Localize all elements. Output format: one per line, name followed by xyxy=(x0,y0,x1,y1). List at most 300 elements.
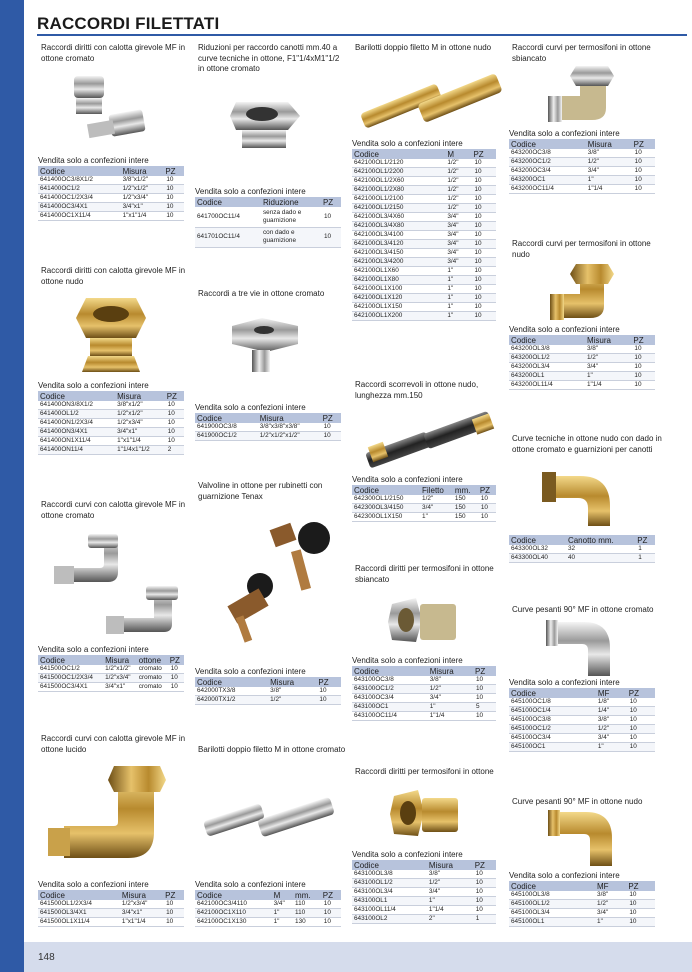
table-row xyxy=(352,303,496,312)
cell-code: 643100OC3/8 xyxy=(352,676,428,685)
product-image-radiator-union-brass xyxy=(388,782,464,848)
cell-qty: 10 xyxy=(471,267,496,276)
cell-qty: 10 xyxy=(321,918,341,927)
cell-code: 643200OC1 xyxy=(509,176,586,185)
cell-size: 1" xyxy=(586,176,632,185)
column-header: PZ xyxy=(635,535,655,545)
cell-code: 642300OL3/4150 xyxy=(352,504,420,513)
table-row xyxy=(195,227,341,247)
cell-size: 1/2"x1/2" xyxy=(115,410,165,419)
table-row xyxy=(352,240,496,249)
cell-qty: 10 xyxy=(473,888,496,897)
table-row xyxy=(352,168,496,177)
sale-note: Vendita solo a confezioni intere xyxy=(195,187,306,196)
cell-qty: 10 xyxy=(471,258,496,267)
cell-qty: 10 xyxy=(165,410,184,419)
table-row xyxy=(195,687,341,696)
table-row xyxy=(352,177,496,186)
column-header: Codice xyxy=(195,197,261,207)
cell-qty: 10 xyxy=(165,428,184,437)
cell-code: 642100OL1X100 xyxy=(352,285,445,294)
cell-code: 643200OL1/2 xyxy=(509,354,585,363)
product-title: Curve tecniche in ottone nudo con dado in ottone cromato e guarnizioni per canotti xyxy=(512,434,662,454)
column-header: Codice xyxy=(195,890,272,900)
cell-code: 642300OL1X150 xyxy=(352,513,420,522)
cell-qty: 10 xyxy=(473,870,496,879)
column-header: Misura xyxy=(115,391,165,401)
column-header: Codice xyxy=(509,535,566,545)
product-image-elbow-union-chrome xyxy=(48,528,184,638)
sale-note: Vendita solo a confezioni intere xyxy=(195,667,306,676)
table-row xyxy=(195,909,341,918)
product-image-straight-union-brass xyxy=(66,294,156,376)
product-image-radiator-union-silver xyxy=(386,590,466,654)
cell-qty: 10 xyxy=(627,716,655,725)
cell-qty: 10 xyxy=(471,177,496,186)
table-row xyxy=(195,207,341,227)
cell-code: 642100OL3/4X60 xyxy=(352,213,445,222)
cell-qty: 5 xyxy=(473,703,496,712)
product-table xyxy=(509,688,655,752)
cell-qty: 10 xyxy=(321,432,341,441)
table-row xyxy=(352,897,496,906)
product-title: Barilotti doppio filetto M in ottone cromato xyxy=(198,745,346,754)
table-row xyxy=(38,665,184,674)
table-row xyxy=(352,285,496,294)
cell-code: 643100OL1/2 xyxy=(352,879,427,888)
table-row xyxy=(509,354,655,363)
cell-thread: 3/4" xyxy=(445,231,471,240)
column-header: Codice xyxy=(352,666,428,676)
cell-size: 1" xyxy=(428,703,473,712)
cell-qty: 10 xyxy=(165,437,184,446)
cell-qty: 10 xyxy=(473,897,496,906)
cell-size: 3/4" xyxy=(586,167,632,176)
cell-size: 1" xyxy=(596,743,627,752)
table-row xyxy=(38,437,184,446)
cell-size: 1" xyxy=(585,372,631,381)
sale-note: Vendita solo a confezioni intere xyxy=(38,156,149,165)
column-header: Misura xyxy=(428,666,473,676)
cell-size: 1"1/4 xyxy=(585,381,631,390)
cell-qty: 10 xyxy=(632,185,655,194)
sale-note: Vendita solo a confezioni intere xyxy=(195,403,306,412)
table-row xyxy=(352,694,496,703)
product-table xyxy=(195,677,341,705)
column-header: Codice xyxy=(352,860,427,870)
column-header: Codice xyxy=(509,139,586,149)
cell-size: 3/4" xyxy=(595,909,626,918)
column-header: Codice xyxy=(352,149,445,159)
cell-code: 642100OC3/4110 xyxy=(195,900,272,909)
product-title: Raccordi curvi per termosifoni in ottone sbiancato xyxy=(512,43,651,63)
cell-qty: 10 xyxy=(632,176,655,185)
cell-code: 641400OC1/2X3/4 xyxy=(38,194,121,203)
cell-qty: 10 xyxy=(316,687,341,696)
sale-note: Vendita solo a confezioni intere xyxy=(509,871,620,880)
cell-qty: 10 xyxy=(163,909,184,918)
cell-qty: 10 xyxy=(321,227,341,247)
cell-size: 3/8"x1/2" xyxy=(121,176,164,185)
table-row xyxy=(352,195,496,204)
cell-size: 1/2"x3/4" xyxy=(121,194,164,203)
cell-code: 641400OC1/2 xyxy=(38,185,121,194)
cell-size: 1" xyxy=(595,918,626,927)
cell-qty: 1 xyxy=(635,545,655,554)
column-header: Filetto xyxy=(420,485,453,495)
table-row xyxy=(352,879,496,888)
table-row xyxy=(509,707,655,716)
product-table xyxy=(509,139,655,194)
cell-code: 641400ON1/2X3/4 xyxy=(38,419,115,428)
column-header: Codice xyxy=(352,485,420,495)
table-row xyxy=(352,294,496,303)
cell-code: 643100OC3/4 xyxy=(352,694,428,703)
table-row xyxy=(509,158,655,167)
column-header: PZ xyxy=(473,666,496,676)
cell-code: 641400ON3/8X1/2 xyxy=(38,401,115,410)
cell-code: 642100OL1/2100 xyxy=(352,195,445,204)
cell-code: 642100OL1/2200 xyxy=(352,168,445,177)
table-row xyxy=(509,363,655,372)
product-table xyxy=(352,149,496,321)
product-image-radiator-elbow-brass xyxy=(546,262,616,324)
sale-note: Vendita solo a confezioni intere xyxy=(352,475,463,484)
cell-code: 642100OL3/4150 xyxy=(352,249,445,258)
sale-note: Vendita solo a confezioni intere xyxy=(352,850,463,859)
table-row xyxy=(38,194,184,203)
cell-qty: 10 xyxy=(626,918,655,927)
column-header: PZ xyxy=(473,860,496,870)
cell-size: 1/2" xyxy=(427,879,473,888)
cell-qty: 10 xyxy=(627,725,655,734)
product-image-nipple-chrome xyxy=(198,788,338,858)
cell-code: 641500OC3/4X1 xyxy=(38,683,103,692)
cell-code: 641900OC3/8 xyxy=(195,423,258,432)
cell-qty: 10 xyxy=(321,909,341,918)
cell-size: 1/2" xyxy=(268,696,316,705)
table-row xyxy=(352,676,496,685)
cell-code: 645100OL3/8 xyxy=(509,891,595,900)
cell-code: 643200OC11/4 xyxy=(509,185,586,194)
cell-finish: cromato xyxy=(137,665,168,674)
product-title: Raccordi diritti con calotta girevole MF in ottone cromato xyxy=(41,43,186,63)
table-row xyxy=(352,204,496,213)
cell-length: 150 xyxy=(453,495,478,504)
cell-code: 642100OL1/2X80 xyxy=(352,186,445,195)
cell-code: 641500OL1X11/4 xyxy=(38,918,120,927)
sale-note: Vendita solo a confezioni intere xyxy=(38,880,149,889)
table-row xyxy=(352,213,496,222)
product-image-straight-union-chrome xyxy=(60,70,170,150)
cell-code: 643100OC11/4 xyxy=(352,712,428,721)
product-title: Valvoline in ottone per rubinetti con guarnizione Tenax xyxy=(198,481,323,501)
cell-code: 645100OC1/2 xyxy=(509,725,596,734)
cell-code: 641400OL1/2 xyxy=(38,410,115,419)
cell-code: 645100OC3/4 xyxy=(509,734,596,743)
table-row xyxy=(38,212,184,221)
cell-code: 642100OC1X130 xyxy=(195,918,272,927)
cell-qty: 10 xyxy=(631,372,655,381)
cell-thread: 1/2" xyxy=(445,204,471,213)
page-title: RACCORDI FILETTATI xyxy=(37,14,220,33)
table-row xyxy=(352,712,496,721)
table-row xyxy=(38,419,184,428)
cell-qty: 10 xyxy=(478,504,496,513)
cell-qty: 10 xyxy=(163,203,184,212)
column-header: PZ xyxy=(168,655,184,665)
cell-size: 3/8" xyxy=(268,687,316,696)
column-header: MF xyxy=(595,881,626,891)
cell-code: 643200OL1 xyxy=(509,372,585,381)
cell-size: 1/2"x1/2" xyxy=(103,665,137,674)
cell-qty: 10 xyxy=(165,401,184,410)
cell-thread: 3/4" xyxy=(445,249,471,258)
cell-qty: 10 xyxy=(163,918,184,927)
product-title: Curve pesanti 90° MF in ottone cromato xyxy=(512,605,654,614)
cell-code: 642100OL3/4120 xyxy=(352,240,445,249)
cell-code: 642100OL1X120 xyxy=(352,294,445,303)
column-header: Codice xyxy=(509,881,595,891)
cell-finish: cromato xyxy=(137,674,168,683)
cell-size: 1"x1"1/4 xyxy=(120,918,163,927)
cell-qty: 10 xyxy=(321,207,341,227)
cell-size: 3/4"x1" xyxy=(115,428,165,437)
product-image-valve-washers xyxy=(210,516,340,646)
table-row xyxy=(352,495,496,504)
table-row xyxy=(352,504,496,513)
cell-thread: 1" xyxy=(272,918,293,927)
product-image-radiator-elbow-silver xyxy=(542,64,622,126)
side-accent-bar xyxy=(0,0,24,972)
table-row xyxy=(509,554,655,563)
table-row xyxy=(352,159,496,168)
table-row xyxy=(352,231,496,240)
product-table xyxy=(38,166,184,221)
cell-code: 645100OC1/8 xyxy=(509,698,596,707)
cell-size: 1"1/4 xyxy=(427,906,473,915)
cell-qty: 10 xyxy=(163,176,184,185)
cell-code: 645100OC1 xyxy=(509,743,596,752)
table-row xyxy=(509,176,655,185)
column-header: Codice xyxy=(195,677,268,687)
cell-thread: 1" xyxy=(445,303,471,312)
product-table xyxy=(509,881,655,927)
cell-size: 3/8"x1/2" xyxy=(115,401,165,410)
cell-qty: 10 xyxy=(316,696,341,705)
column-header: PZ xyxy=(626,881,655,891)
column-header: PZ xyxy=(163,890,184,900)
cell-qty: 10 xyxy=(163,194,184,203)
cell-thread: 3/4" xyxy=(445,240,471,249)
cell-qty: 10 xyxy=(627,698,655,707)
sale-note: Vendita solo a confezioni intere xyxy=(352,656,463,665)
sale-note: Vendita solo a confezioni intere xyxy=(509,129,620,138)
product-image-technical-bend xyxy=(540,468,620,530)
table-row xyxy=(509,743,655,752)
cell-qty: 10 xyxy=(473,712,496,721)
cell-size: 3/8" xyxy=(595,891,626,900)
cell-code: 642300OL1/2150 xyxy=(352,495,420,504)
table-row xyxy=(352,249,496,258)
table-row xyxy=(38,428,184,437)
product-title: Raccordi diritti con calotta girevole MF in ottone nudo xyxy=(41,266,186,286)
column-header: Misura xyxy=(586,139,632,149)
cell-code: 641500OC1/2X3/4 xyxy=(38,674,103,683)
column-header: Codice xyxy=(38,391,115,401)
table-row xyxy=(352,186,496,195)
sale-note: Vendita solo a confezioni intere xyxy=(38,381,149,390)
cell-length: 110 xyxy=(293,900,321,909)
cell-size: 1/2" xyxy=(428,685,473,694)
page-number: 148 xyxy=(38,952,55,963)
cell-qty: 10 xyxy=(471,213,496,222)
cell-size: 3/4" xyxy=(428,694,473,703)
table-row xyxy=(509,185,655,194)
column-header: Codice xyxy=(38,890,120,900)
footer-bar xyxy=(24,942,692,972)
cell-code: 643200OC3/8 xyxy=(509,149,586,158)
product-table xyxy=(509,535,655,563)
column-header: PZ xyxy=(321,197,341,207)
table-row xyxy=(352,513,496,522)
product-table xyxy=(352,860,496,924)
cell-reduction: senza dado e guarnizione xyxy=(261,207,321,227)
table-row xyxy=(509,372,655,381)
product-image-reducer-chrome xyxy=(226,96,310,158)
product-table xyxy=(38,655,184,692)
table-row xyxy=(195,432,341,441)
cell-code: 643100OL3/8 xyxy=(352,870,427,879)
cell-code: 643100OC1 xyxy=(352,703,428,712)
cell-code: 641400OC1X11/4 xyxy=(38,212,121,221)
product-table xyxy=(195,197,341,248)
cell-finish: cromato xyxy=(137,683,168,692)
table-row xyxy=(195,423,341,432)
cell-code: 643100OL2 xyxy=(352,915,427,924)
column-header: PZ xyxy=(321,890,341,900)
product-title: Riduzioni per raccordo canotti mm.40 a curve tecniche in ottone, F1"1/4xM1"1/2 in ottone cromato xyxy=(198,43,340,73)
column-header: M xyxy=(272,890,293,900)
cell-thread: 3/4" xyxy=(445,222,471,231)
column-header: PZ xyxy=(165,391,184,401)
product-table xyxy=(195,413,341,441)
column-header: Misura xyxy=(258,413,321,423)
sale-note: Vendita solo a confezioni intere xyxy=(195,880,306,889)
column-header: Misura xyxy=(120,890,163,900)
cell-size: 1/4" xyxy=(596,707,627,716)
table-row xyxy=(195,696,341,705)
cell-thread: 3/4" xyxy=(445,213,471,222)
title-divider xyxy=(37,34,687,36)
cell-code: 641500OL1/2X3/4 xyxy=(38,900,120,909)
product-table xyxy=(509,335,655,390)
table-row xyxy=(38,410,184,419)
column-header: MF xyxy=(596,688,627,698)
cell-qty: 10 xyxy=(632,167,655,176)
cell-qty: 10 xyxy=(168,665,184,674)
cell-size: 1" xyxy=(427,897,473,906)
table-row xyxy=(509,545,655,554)
cell-length: 150 xyxy=(453,504,478,513)
table-row xyxy=(38,683,184,692)
column-header: mm. xyxy=(453,485,478,495)
cell-qty: 10 xyxy=(471,303,496,312)
table-row xyxy=(352,276,496,285)
table-row xyxy=(509,345,655,354)
cell-reduction: con dado e guarnizione xyxy=(261,227,321,247)
cell-size: 1/8" xyxy=(596,698,627,707)
cell-qty: 10 xyxy=(471,249,496,258)
cell-code: 641400OC3/4X1 xyxy=(38,203,121,212)
cell-size: 3/4"x1" xyxy=(120,909,163,918)
cell-thread: 1/2" xyxy=(445,177,471,186)
cell-code: 642000TX1/2 xyxy=(195,696,268,705)
column-header: Misura xyxy=(268,677,316,687)
cell-code: 642100OL1X200 xyxy=(352,312,445,321)
cell-code: 643100OL11/4 xyxy=(352,906,427,915)
column-header: PZ xyxy=(471,149,496,159)
cell-code: 643100OC1/2 xyxy=(352,685,428,694)
cell-code: 641700OC11/4 xyxy=(195,207,261,227)
cell-qty: 1 xyxy=(473,915,496,924)
cell-size: 3/8" xyxy=(586,149,632,158)
cell-thread: 1/2" xyxy=(445,186,471,195)
cell-qty: 10 xyxy=(321,423,341,432)
cell-size: 1/2" xyxy=(595,900,626,909)
cell-size: 3/4" xyxy=(596,734,627,743)
cell-qty: 10 xyxy=(473,906,496,915)
table-row xyxy=(195,900,341,909)
cell-code: 643200OL11/4 xyxy=(509,381,585,390)
cell-qty: 10 xyxy=(473,676,496,685)
column-header: PZ xyxy=(321,413,341,423)
product-table xyxy=(195,890,341,927)
product-table xyxy=(352,485,496,522)
column-header: Misura xyxy=(427,860,473,870)
table-row xyxy=(509,725,655,734)
column-header: Codice xyxy=(38,655,103,665)
cell-qty: 10 xyxy=(165,419,184,428)
cell-code: 642100OL1X80 xyxy=(352,276,445,285)
cell-size: 32 xyxy=(566,545,635,554)
cell-qty: 10 xyxy=(627,734,655,743)
cell-code: 642100OL1/2150 xyxy=(352,204,445,213)
column-header: PZ xyxy=(478,485,496,495)
cell-size: 1"x1"1/4 xyxy=(115,437,165,446)
cell-qty: 10 xyxy=(321,900,341,909)
cell-size: 3/4"x1" xyxy=(103,683,137,692)
column-header: Codice xyxy=(195,413,258,423)
column-header: Codice xyxy=(38,166,121,176)
table-row xyxy=(509,900,655,909)
cell-code: 641400ON1X11/4 xyxy=(38,437,115,446)
cell-size: 3/8" xyxy=(596,716,627,725)
cell-qty: 10 xyxy=(632,149,655,158)
cell-qty: 10 xyxy=(626,900,655,909)
product-title: Barilotti doppio filetto M in ottone nudo xyxy=(355,43,492,52)
cell-code: 641400ON3/4X1 xyxy=(38,428,115,437)
cell-qty: 10 xyxy=(471,195,496,204)
table-row xyxy=(352,870,496,879)
cell-code: 642000TX3/8 xyxy=(195,687,268,696)
product-title: Raccordi curvi con calotta girevole MF in ottone cromato xyxy=(41,500,186,520)
cell-size: 1/2"x1/2" xyxy=(121,185,164,194)
cell-size: 1"x1"1/4 xyxy=(121,212,164,221)
cell-code: 641400OC3/8X1/2 xyxy=(38,176,121,185)
column-header: Misura xyxy=(585,335,631,345)
column-header: mm. xyxy=(293,890,321,900)
